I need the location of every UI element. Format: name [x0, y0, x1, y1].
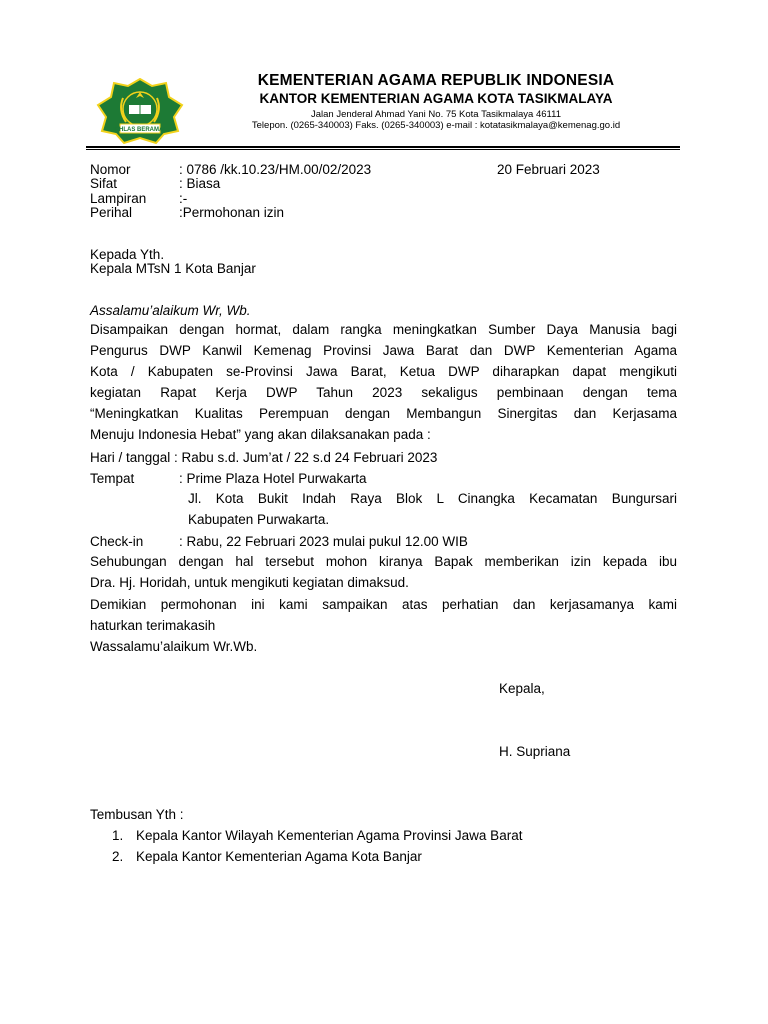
intro-paragraph: [90, 319, 677, 445]
intro-line: “Meningkatkan Kualitas Perempuan dengan Membangun Sinergitas dan Kerjasama: [90, 406, 677, 421]
intro-line: Pengurus DWP Kanwil Kemenag Provinsi Jawa Barat dan DWP Kementerian Agama: [90, 343, 677, 358]
cc-heading: Tembusan Yth :: [90, 807, 184, 822]
day-value: : Rabu s.d. Jum’at / 22 s.d 24 Februari 2023: [174, 450, 438, 465]
sifat-value: : Biasa: [179, 176, 221, 191]
nomor-value: : 0786 /kk.10.23/HM.00/02/2023: [179, 162, 372, 177]
perihal-label: Perihal: [90, 205, 133, 220]
place-label: Tempat: [90, 471, 135, 486]
recipient-name: Kepala MTsN 1 Kota Banjar: [90, 261, 256, 276]
place-value: : Prime Plaza Hotel Purwakarta: [179, 471, 367, 486]
intro-line: Disampaikan dengan hormat, dalam rangka meningkatkan Sumber Daya Manusia bagi: [90, 322, 677, 337]
place-address-line: Jl. Kota Bukit Indah Raya Blok L Cinangka Kecamatan Bungursari: [188, 491, 677, 506]
closing-line: Demikian permohonan ini kami sampaikan atas perhatian dan kerjasamanya kami: [90, 597, 677, 612]
letterhead-rule-thick: [86, 146, 680, 148]
place-address-line: Kabupaten Purwakarta.: [188, 512, 330, 527]
nomor-label: Nomor: [90, 162, 131, 177]
closing-paragraph: [90, 594, 677, 636]
intro-line: Menuju Indonesia Hebat” yang akan dilaksanakan pada :: [90, 427, 431, 442]
closing-line: haturkan terimakasih: [90, 618, 216, 633]
place-address: [188, 488, 677, 530]
request-paragraph: [90, 551, 677, 593]
ministry-name: KEMENTERIAN AGAMA REPUBLIK INDONESIA: [257, 72, 615, 89]
lampiran-label: Lampiran: [90, 191, 147, 206]
sifat-label: Sifat: [90, 176, 118, 191]
intro-line: kegiatan Rapat Kerja DWP Tahun 2023 sekaligus pembinaan dengan tema: [90, 385, 677, 400]
letterhead-rule-thin: [86, 149, 680, 150]
cc-item-text: Kepala Kantor Kementerian Agama Kota Banjar: [136, 849, 422, 864]
office-name: KANTOR KEMENTERIAN AGAMA KOTA TASIKMALAYA: [259, 91, 613, 106]
office-address: Jalan Jenderal Ahmad Yani No. 75 Kota Tasikmalaya 46111: [311, 109, 561, 120]
cc-item-text: Kepala Kantor Wilayah Kementerian Agama Provinsi Jawa Barat: [136, 828, 523, 843]
day-label: Hari / tanggal: [90, 450, 171, 465]
opening-greeting: Assalamu’alaikum Wr, Wb.: [90, 303, 251, 318]
office-contact: Telepon. (0265-340003) Faks. (0265-340003) e-mail : kotatasikmalaya@kemenag.go.id: [251, 120, 621, 131]
recipient-salutation: Kepada Yth.: [90, 247, 165, 262]
request-line: Sehubungan dengan hal tersebut mohon kiranya Bapak memberikan izin kepada ibu: [90, 554, 677, 569]
intro-line: Kota / Kabupaten se-Provinsi Jawa Barat, Ketua DWP diharapkan dapat mengikuti: [90, 364, 677, 379]
cc-item-number: 2.: [112, 849, 124, 864]
checkin-value: : Rabu, 22 Februari 2023 mulai pukul 12.00 WIB: [179, 534, 468, 549]
cc-item-number: 1.: [112, 828, 124, 843]
signature-title: Kepala,: [499, 681, 545, 696]
request-line: Dra. Hj. Horidah, untuk mengikuti kegiatan dimaksud.: [90, 575, 409, 590]
letter-date: 20 Februari 2023: [497, 162, 600, 177]
checkin-label: Check-in: [90, 534, 144, 549]
svg-text:IKHLAS BERAMAL: IKHLAS BERAMAL: [113, 127, 167, 133]
signature-name: H. Supriana: [499, 744, 571, 759]
lampiran-value: :-: [179, 191, 188, 206]
closing-salam: Wassalamu’alaikum Wr.Wb.: [90, 639, 258, 654]
perihal-value: :Permohonan izin: [179, 205, 285, 220]
